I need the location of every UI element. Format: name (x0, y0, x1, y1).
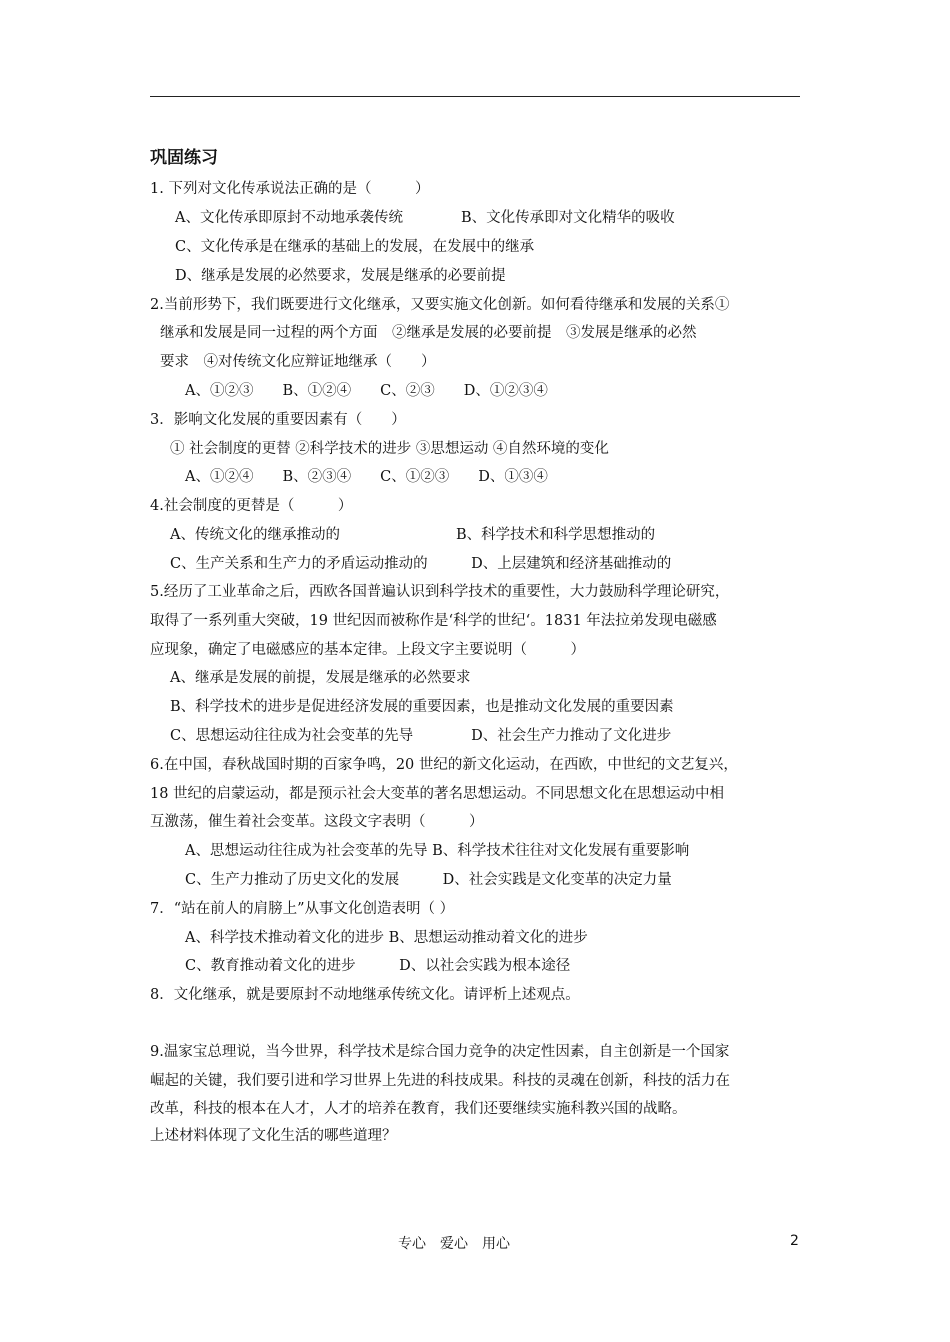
q2-options: A、①②③ B、①②④ C、②③ D、①②③④ (185, 383, 548, 399)
q5-option-a: A、继承是发展的前提，发展是继承的必然要求 (170, 670, 471, 686)
question-9: 9.温家宝总理说，当今世界，科学技术是综合国力竞争的决定性因素，自主创新是一个国家 (150, 1044, 730, 1060)
q1-options-ab: A、文化传承即原封不动地承袭传统 B、文化传承即对文化精华的吸收 (175, 210, 675, 226)
question-5-cont: 取得了一系列重大突破，19 世纪因而被称作是‘科学的世纪‘。1831 年法拉弟发现电磁感 (150, 613, 717, 629)
q3-factors: ① 社会制度的更替 ②科学技术的进步 ③思想运动 ④自然环境的变化 (170, 441, 609, 457)
question-9-prompt: 上述材料体现了文化生活的哪些道理？ (150, 1128, 397, 1144)
question-4: 4.社会制度的更替是（ ） (150, 498, 353, 514)
q1-option-d: D、继承是发展的必然要求，发展是继承的必要前提 (175, 268, 506, 284)
section-title: 巩固练习 (150, 148, 218, 168)
question-2-cont: 要求 ④对传统文化应辩证地继承（ ） (160, 354, 436, 370)
page-footer: 专心 爱心 用心 (398, 1236, 510, 1252)
q7-options-ab: A、科学技术推动着文化的进步 B、思想运动推动着文化的进步 (185, 930, 588, 946)
question-9-cont: 崛起的关键，我们要引进和学习世界上先进的科技成果。科技的灵魂在创新，科技的活力在 (150, 1073, 730, 1089)
question-8: 8．文化继承，就是要原封不动地继承传统文化。请评析上述观点。 (150, 987, 580, 1003)
q6-options-cd: C、生产力推动了历史文化的发展 D、社会实践是文化变革的决定力量 (185, 872, 672, 888)
question-2-cont: 继承和发展是同一过程的两个方面 ②继承是发展的必要前提 ③发展是继承的必然 (160, 325, 697, 341)
question-6-cont: 互激荡，催生着社会变革。这段文字表明（ ） (150, 814, 484, 830)
q3-options: A、①②④ B、②③④ C、①②③ D、①③④ (185, 469, 548, 485)
question-5: 5.经历了工业革命之后，西欧各国普遍认识到科学技术的重要性，大力鼓励科学理论研究， (150, 584, 730, 600)
header-rule (150, 96, 800, 97)
q5-options-cd: C、思想运动往往成为社会变革的先导 D、社会生产力推动了文化进步 (170, 728, 672, 744)
q6-options-ab: A、思想运动往往成为社会变革的先导 B、科学技术往往对文化发展有重要影响 (185, 843, 690, 859)
question-5-cont: 应现象，确定了电磁感应的基本定律。上段文字主要说明（ ） (150, 642, 585, 658)
question-3: 3．影响文化发展的重要因素有（ ） (150, 412, 406, 428)
question-6: 6.在中国，春秋战国时期的百家争鸣，20 世纪的新文化运动，在西欧，中世纪的文艺复兴， (150, 757, 738, 773)
q4-options-cd: C、生产关系和生产力的矛盾运动推动的 D、上层建筑和经济基础推动的 (170, 556, 672, 572)
question-1: 1. 下列对文化传承说法正确的是（ ） (150, 181, 430, 197)
question-2: 2.当前形势下，我们既要进行文化继承，又要实施文化创新。如何看待继承和发展的关系① (150, 297, 730, 313)
q1-option-c: C、文化传承是在继承的基础上的发展，在发展中的继承 (175, 239, 535, 255)
question-7: 7．“站在前人的肩膀上”从事文化创造表明（ ） (150, 901, 455, 917)
q7-options-cd: C、教育推动着文化的进步 D、以社会实践为根本途径 (185, 958, 571, 974)
q5-option-b: B、科学技术的进步是促进经济发展的重要因素，也是推动文化发展的重要因素 (170, 699, 674, 715)
question-9-cont: 改革，科技的根本在人才，人才的培养在教育，我们还要继续实施科教兴国的战略。 (150, 1101, 687, 1117)
page-number: 2 (790, 1233, 799, 1249)
question-6-cont: 18 世纪的启蒙运动，都是预示社会大变革的著名思想运动。不同思想文化在思想运动中相 (150, 786, 725, 802)
q4-options-ab: A、传统文化的继承推动的 B、科学技术和科学思想推动的 (170, 527, 656, 543)
